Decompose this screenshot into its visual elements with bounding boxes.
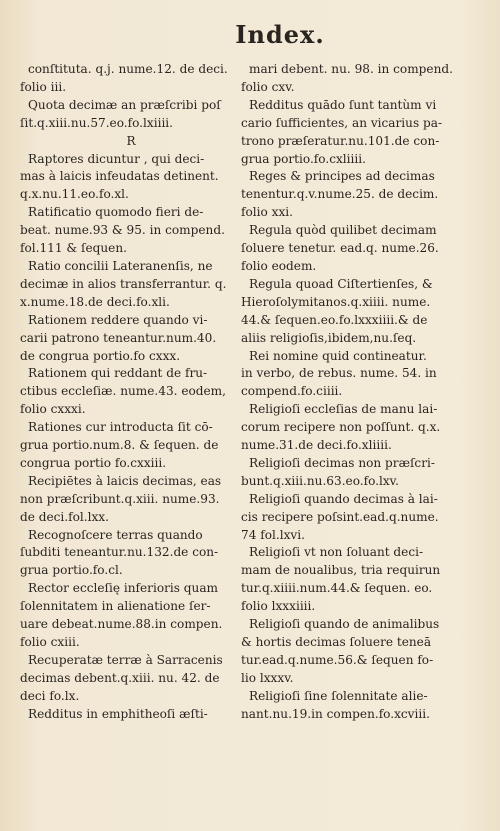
index-entry-line: tur.q.xiiii.num.44.& ſequen. eo. bbox=[241, 581, 433, 596]
index-entry bbox=[20, 365, 242, 419]
index-entry bbox=[20, 527, 242, 581]
index-entry bbox=[241, 348, 471, 402]
index-entry bbox=[241, 544, 471, 616]
index-entry-line: ctibus eccleſiæ. nume.43. eodem, bbox=[20, 384, 226, 399]
index-entry-line: Recognoſcere terras quando bbox=[28, 527, 203, 542]
index-entry-line: decimæ in alios transferrantur. q. bbox=[20, 276, 227, 291]
index-entry-line: Recuperatæ terræ à Sarracenis bbox=[28, 652, 223, 667]
index-entry-line: Rationes cur introducta ſit cō- bbox=[28, 420, 213, 435]
index-entry-line: Rationem qui reddant de fru- bbox=[28, 366, 208, 381]
index-entry bbox=[20, 580, 242, 652]
index-entry-line: tur.ead.q.nume.56.& ſequen fo- bbox=[241, 652, 434, 667]
index-entry-line: mas à laicis infeudatas detinent. bbox=[20, 169, 219, 184]
index-entry-line: ſoluere tenetur. ead.q. nume.26. bbox=[241, 241, 439, 256]
right-index-column bbox=[241, 61, 471, 724]
index-entry-line: Regula quòd quilibet decimam bbox=[249, 223, 437, 238]
index-entry-line: x.nume.18.de deci.fo.xli. bbox=[20, 294, 170, 309]
index-entry bbox=[241, 401, 471, 455]
index-entry-line: carii patrono teneantur.num.40. bbox=[20, 330, 217, 345]
index-entry bbox=[20, 151, 242, 205]
index-entry-line: nant.nu.19.in compen.fo.xcviii. bbox=[241, 706, 430, 721]
index-entry-line: Hieroſolymitanos.q.xiiii. nume. bbox=[241, 294, 431, 309]
index-entry bbox=[241, 616, 471, 688]
index-entry bbox=[20, 312, 242, 366]
index-entry bbox=[20, 473, 242, 527]
index-entry-line: folio xxi. bbox=[241, 205, 293, 220]
index-entry-line: beat. nume.93 & 95. in compend. bbox=[20, 223, 225, 238]
index-entry-line: ſit.q.xiii.nu.57.eo.fo.lxiiii. bbox=[20, 115, 174, 130]
index-entry-line: Religioſi ſine ſolennitate alie- bbox=[249, 688, 428, 703]
index-entry-line: Redditus quādo ſunt tantùm vi bbox=[249, 97, 437, 112]
index-entry bbox=[241, 222, 471, 276]
index-entry-line: Rationem reddere quando vi- bbox=[28, 312, 208, 327]
page-title: Index. bbox=[235, 20, 325, 49]
index-entry-line: Redditus in emphitheoſi æſti- bbox=[28, 706, 208, 721]
index-entry-line: Religioſi quando decimas à lai- bbox=[249, 491, 438, 506]
index-entry-line: non præſcribunt.q.xiii. nume.93. bbox=[20, 491, 220, 506]
index-entry bbox=[20, 61, 242, 97]
index-entry-line: decimas debent.q.xiii. nu. 42. de bbox=[20, 670, 220, 685]
index-entry-line: folio cxxxi. bbox=[20, 402, 86, 417]
index-entry bbox=[20, 419, 242, 473]
index-entry-line: folio cxv. bbox=[241, 79, 295, 94]
index-entry bbox=[241, 491, 471, 545]
index-entry-line: mari debent. nu. 98. in compend. bbox=[249, 62, 453, 76]
index-entry bbox=[241, 688, 471, 724]
index-entry bbox=[241, 61, 471, 97]
index-entry-line: Rei nomine quid contineatur. bbox=[249, 348, 427, 363]
index-entry-line: corum recipere non poſſunt. q.x. bbox=[241, 420, 441, 435]
index-entry-line: Reges & principes ad decimas bbox=[249, 169, 435, 184]
index-entry-line: 44.& ſequen.eo.fo.lxxxiiii.& de bbox=[241, 312, 428, 327]
index-entry-line: lio lxxxv. bbox=[241, 670, 294, 685]
index-entry-line: de congrua portio.fo cxxx. bbox=[20, 348, 181, 363]
index-entry-line: Rector eccleſię inferioris quam bbox=[28, 581, 219, 596]
index-entry-line: Religioſi quando de animalibus bbox=[249, 617, 440, 632]
index-entry-line: Religioſi eccleſias de manu lai- bbox=[249, 402, 438, 417]
index-entry bbox=[241, 276, 471, 348]
index-entry-line: in verbo, de rebus. nume. 54. in bbox=[241, 366, 437, 381]
index-entry-line: & hortis decimas ſoluere teneā bbox=[241, 635, 432, 649]
index-entry-line: fol.111 & ſequen. bbox=[20, 241, 127, 256]
index-entry bbox=[241, 97, 471, 169]
index-entry-line: trono præſeratur.nu.101.de con- bbox=[241, 133, 440, 148]
index-entry-line: Ratio concilii Lateranenſis, ne bbox=[28, 258, 213, 273]
index-entry-line: cario ſufficientes, an vicarius pa- bbox=[241, 115, 443, 130]
index-entry-line: conſtituta. q.j. nume.12. de deci. bbox=[28, 62, 228, 76]
index-letter-heading: R bbox=[126, 133, 136, 148]
index-entry-line: aliis religioſis,ibidem,nu.ſeq. bbox=[241, 330, 417, 345]
index-entry-line: Quota decimæ an præſcribi poſ bbox=[28, 97, 221, 112]
index-entry bbox=[20, 652, 242, 706]
index-entry-line: congrua portio fo.cxxiii. bbox=[20, 455, 167, 470]
left-index-column bbox=[20, 61, 242, 724]
index-entry bbox=[20, 204, 242, 258]
index-entry-line: deci fo.lx. bbox=[20, 688, 80, 703]
index-entry-line: ſubditi teneantur.nu.132.de con- bbox=[20, 545, 219, 560]
index-entry-line: folio eodem. bbox=[241, 258, 317, 273]
index-entry-line: bunt.q.xiii.nu.63.eo.fo.lxv. bbox=[241, 473, 399, 488]
index-entry bbox=[241, 455, 471, 491]
index-entry-line: grua portio.fo.cl. bbox=[20, 563, 123, 578]
index-entry bbox=[20, 706, 242, 724]
index-entry-line: Regula quoad Ciſtertienſes, & bbox=[249, 276, 433, 291]
index-entry bbox=[20, 258, 242, 312]
index-entry-line: Recipiētes à laicis decimas, eas bbox=[28, 473, 222, 488]
index-entry-line: cis recipere poſsint.ead.q.nume. bbox=[241, 509, 439, 524]
index-entry-line: de deci.fol.lxx. bbox=[20, 509, 109, 524]
index-entry-line: 74 fol.lxvi. bbox=[241, 527, 305, 542]
index-entry-line: uare debeat.nume.88.in compen. bbox=[20, 617, 223, 632]
index-entry bbox=[241, 168, 471, 222]
index-entry-line: Ratificatio quomodo fieri de- bbox=[28, 205, 204, 220]
index-entry-line: folio iii. bbox=[20, 79, 67, 94]
index-entry-line: nume.31.de deci.fo.xliiii. bbox=[241, 438, 392, 453]
index-entry-line: mam de noualibus, tria requirun bbox=[241, 563, 441, 578]
index-entry-line: ſolennitatem in alienatione ſer- bbox=[20, 599, 211, 614]
index-entry-line: tenentur.q.v.nume.25. de decim. bbox=[241, 187, 439, 202]
index-entry-line: q.x.nu.11.eo.fo.xl. bbox=[20, 187, 129, 202]
index-entry-line: folio cxiii. bbox=[20, 635, 80, 649]
index-entry-line: Religioſi vt non ſoluant deci- bbox=[249, 545, 424, 560]
index-entry bbox=[20, 97, 242, 133]
index-entry-line: Raptores dicuntur , qui deci- bbox=[28, 151, 205, 166]
index-entry-line: Religioſi decimas non præſcri- bbox=[249, 455, 435, 470]
index-entry-line: grua portio.fo.cxliiii. bbox=[241, 151, 366, 166]
index-entry-line: folio lxxxiiii. bbox=[241, 599, 316, 614]
index-entry-line: grua portio.num.8. & ſequen. de bbox=[20, 438, 219, 453]
index-entry-line: compend.fo.ciiii. bbox=[241, 384, 343, 399]
